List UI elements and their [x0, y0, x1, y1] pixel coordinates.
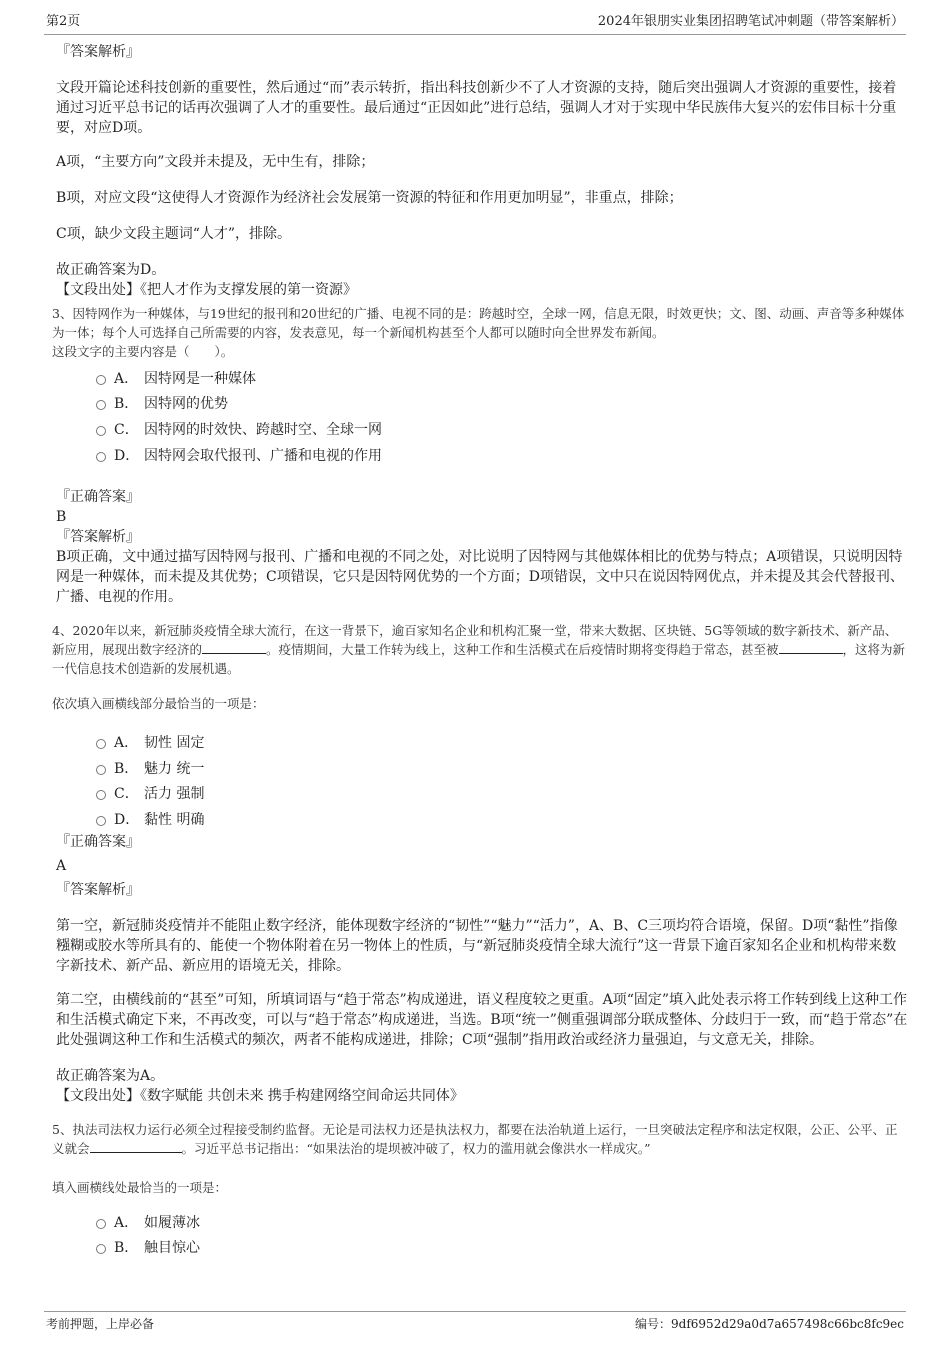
- q3-answer-label: 『正确答案』: [56, 489, 140, 506]
- q3-analysis: B项正确，文中通过描写因特网与报刊、广播和电视的不同之处，对比说明了因特网与其他媒体相比的优势与特点；A项错误，只说明因特网是一种媒体，而未提及其优势；C项错误，它只是因特网优势的一个方面；D项错误，文中只在说因特网优点，并未提及其会代替报刊、广播、电视的作用。: [56, 549, 904, 606]
- q4-prompt: 依次填入画横线部分最恰当的一项是：: [52, 696, 265, 712]
- q5-stem: 5、执法司法权力运行必须全过程接受制约监督。无论是司法权力还是执法权力，都要在法治轨道上运行，一旦突破法定程序和法定权限，公正、公平、正义就会 。习近平总书记指出：“如果法治的堤坝被冲破了，权力的滥用就会像洪水一样成灾。”: [52, 1121, 898, 1156]
- q4-analysis-para-2: 第二空，由横线前的“甚至”可知，所填词语与“趋于常态”构成递进，语义程度较之更重。A项“固定”填入此处表示将工作转到线上这种工作和生活模式确定下来，不再改变，可以与“趋于常态”构成递进，当选。B项“统一”侧重强调部分联成整体、分歧归于一致，而“趋于常态”在此处强调这种工作和生活模式的频次，两者不能构成递进，排除；C项“强制”指用政治或经济力量强迫，与文意无关，排除。: [56, 991, 908, 1048]
- q5-prompt: 填入画横线处最恰当的一项是：: [52, 1179, 228, 1195]
- radio-icon[interactable]: [96, 816, 106, 826]
- q2-analysis-para-1: 文段开篇论述科技创新的重要性，然后通过“而”表示转折，指出科技创新少不了人才资源的支持，随后突出强调人才资源的重要性，接着通过习近平总书记的话再次强调了人才的重要性。最后通过“正因如此”进行总结，强调人才对于实现中华民族伟大复兴的宏伟目标十分重要，对应D项。: [56, 80, 897, 136]
- q4-answer-label: 『正确答案』: [56, 833, 140, 850]
- q4-option-c[interactable]: C． 活力 强制: [96, 781, 908, 807]
- q3-analysis-label: 『答案解析』: [56, 529, 140, 546]
- footer-slogan: 考前押题，上岸必备: [46, 1317, 155, 1331]
- page-number: 第2页: [46, 14, 81, 29]
- radio-icon[interactable]: [96, 400, 106, 410]
- q3-prompt: 这段文字的主要内容是（ ）。: [52, 344, 234, 359]
- q5-option-a[interactable]: A． 如履薄冰: [96, 1209, 908, 1235]
- page-content: [52, 42, 908, 1260]
- radio-icon[interactable]: [96, 1244, 106, 1254]
- page-footer: [44, 1311, 906, 1336]
- q5-options: [96, 1209, 908, 1260]
- q4-answer: A: [56, 857, 67, 874]
- radio-icon[interactable]: [96, 1219, 106, 1229]
- document-id: 编号：9df6952d29a0d7a657498c66bc8fc9ec: [635, 1317, 904, 1331]
- q2-analysis-para-3: B项，对应文段“这使得人才资源作为经济社会发展第一资源的特征和作用更加明显”，非重点，排除；: [56, 190, 683, 206]
- q2-analysis-para-4: C项，缺少文段主题词“人才”，排除。: [56, 226, 292, 242]
- q4-options: [96, 729, 908, 831]
- q3-stem: 3、因特网作为一种媒体，与19世纪的报刊和20世纪的广播、电视不同的是：跨越时空，全球一网，信息无限，时效更快；文、图、动画、声音等多种媒体为一体；每个人可选择自己所需要的内容，发表意见，每一个新闻机构甚至个人都可以随时向全世界发布新闻。: [52, 306, 905, 340]
- blank-line: [779, 640, 843, 654]
- q4-analysis-label: 『答案解析』: [56, 881, 140, 898]
- radio-icon[interactable]: [96, 452, 106, 462]
- q3-option-c[interactable]: C． 因特网的时效快、跨越时空、全球一网: [96, 416, 908, 442]
- q4-option-d[interactable]: D． 黏性 明确: [96, 806, 908, 832]
- radio-icon[interactable]: [96, 375, 106, 385]
- q3-options: [96, 365, 908, 467]
- q2-analysis-label: 『答案解析』: [56, 44, 140, 60]
- q3-option-a[interactable]: A． 因特网是一种媒体: [96, 365, 908, 391]
- q2-analysis-para-2: A项，“主要方向”文段并未提及，无中生有，排除；: [56, 154, 375, 170]
- document-title: 2024年银朋实业集团招聘笔试冲刺题（带答案解析）: [597, 14, 904, 29]
- radio-icon[interactable]: [96, 739, 106, 749]
- blank-line: [90, 1139, 182, 1153]
- page-header: [44, 12, 906, 35]
- q4-analysis-para-1: 第一空，新冠肺炎疫情并不能阻止数字经济，能体现数字经济的“韧性”“魅力”“活力”，A、B、C三项均符合语境，保留。D项“黏性”指像糨糊或胶水等所具有的、能使一个物体附着在另一物体上的性质，与“新冠肺炎疫情全球大流行”这一背景下逾百家知名企业和机构带来数字新技术、新产品、新应用的语境无关，排除。: [56, 917, 898, 974]
- q3-option-d[interactable]: D． 因特网会取代报刊、广播和电视的作用: [96, 442, 908, 468]
- q4-option-a[interactable]: A． 韧性 固定: [96, 729, 908, 755]
- q5-option-b[interactable]: B． 触目惊心: [96, 1234, 908, 1260]
- blank-line: [202, 640, 266, 654]
- q4-option-b[interactable]: B． 魅力 统一: [96, 755, 908, 781]
- q4-stem: 4、2020年以来，新冠肺炎疫情全球大流行，在这一背景下，逾百家知名企业和机构汇聚一堂，带来大数据、区块链、5G等领域的数字新技术、新产品、新应用，展现出数字经济的 。疫情期间，大量工作转为线上，这种工作和生活模式在后疫情时期将变得趋于常态，甚至被 ，这将为新一代信息技术创造新的发展机遇。: [52, 623, 906, 677]
- q4-source: 【文段出处】《数字赋能 共创未来 携手构建网络空间命运共同体》: [56, 1087, 464, 1104]
- radio-icon[interactable]: [96, 790, 106, 800]
- q2-source: 【文段出处】《把人才作为支撑发展的第一资源》: [56, 282, 357, 298]
- q2-analysis-para-5: 故正确答案为D。: [56, 262, 166, 278]
- radio-icon[interactable]: [96, 426, 106, 436]
- q3-option-b[interactable]: B． 因特网的优势: [96, 391, 908, 417]
- radio-icon[interactable]: [96, 765, 106, 775]
- q4-analysis-para-3: 故正确答案为A。: [56, 1067, 165, 1084]
- q3-answer: B: [56, 509, 67, 526]
